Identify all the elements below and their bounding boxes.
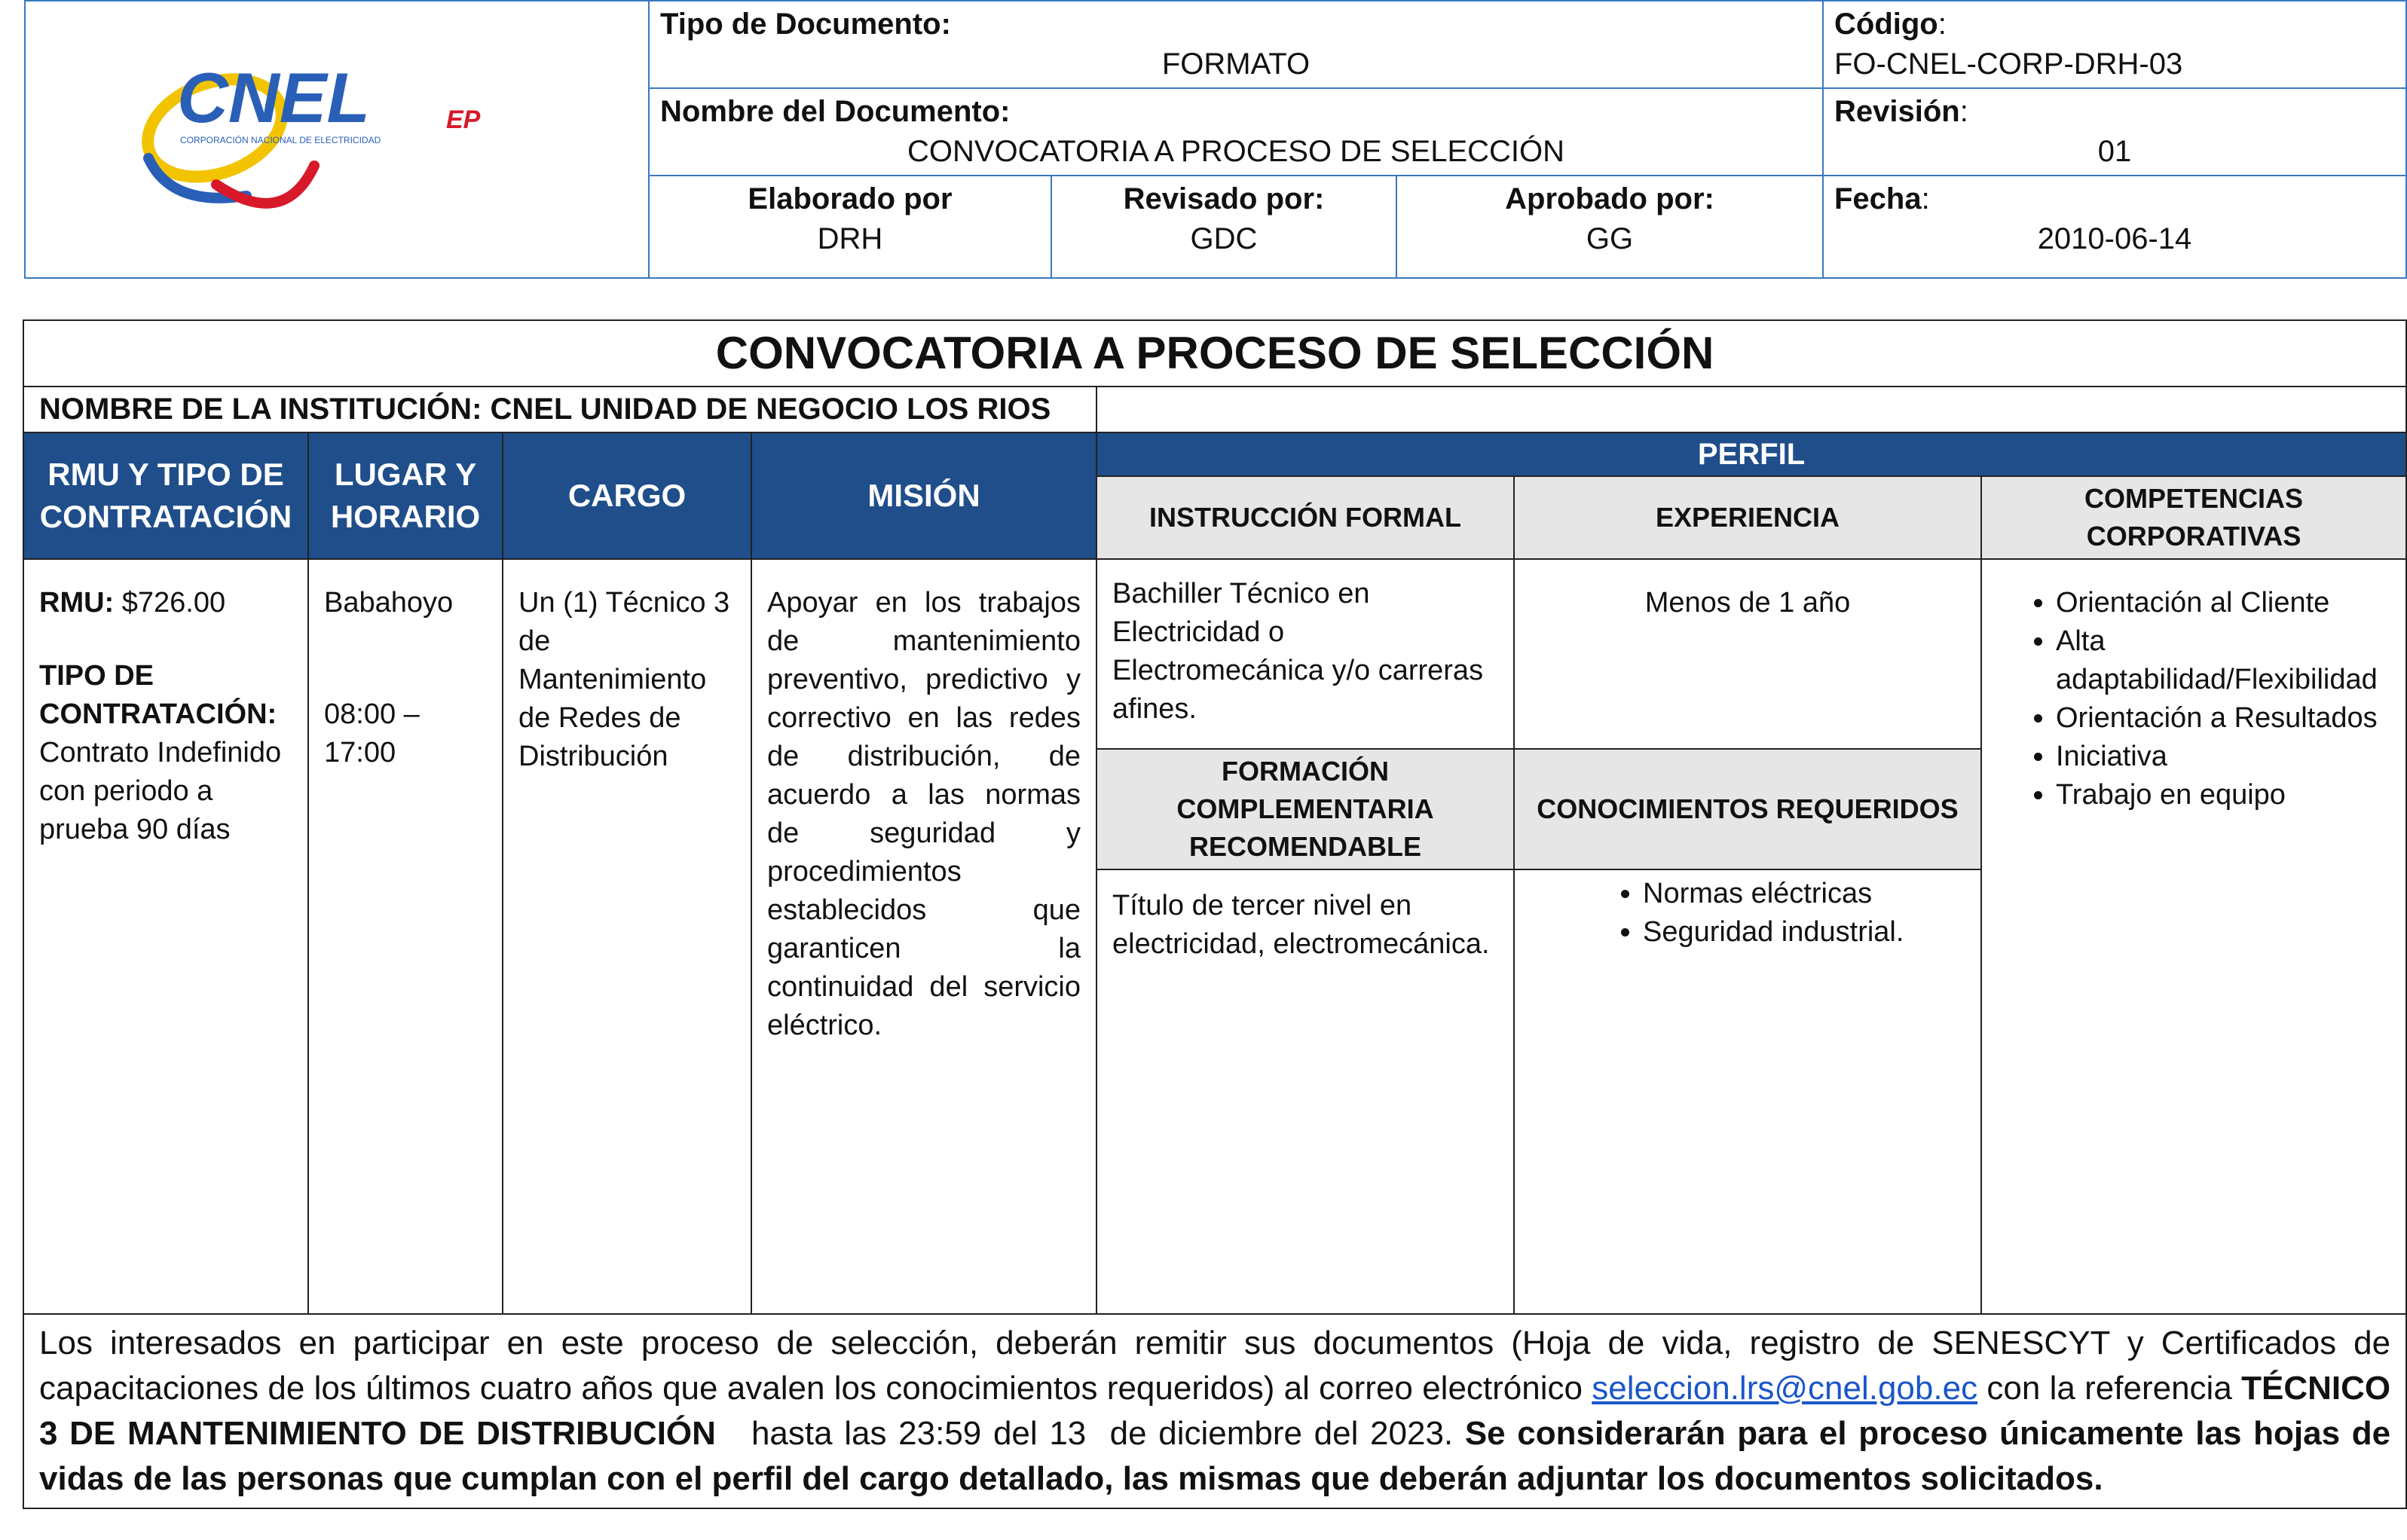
institution-blank bbox=[1096, 387, 2406, 432]
revisado-value: GDC bbox=[1190, 222, 1258, 255]
nombre-documento-value: CONVOCATORIA A PROCESO DE SELECCIÓN bbox=[907, 135, 1565, 168]
tipo-documento-cell bbox=[649, 1, 1823, 88]
fecha-cell bbox=[1823, 176, 2406, 278]
aprobado-value: GG bbox=[1586, 222, 1634, 255]
col-header-rmu: RMU Y TIPO DE CONTRATACIÓN bbox=[23, 432, 308, 559]
institution-name: NOMBRE DE LA INSTITUCIÓN: CNEL UNIDAD DE NEGOCIO LOS RIOS bbox=[23, 387, 1096, 432]
footer-instructions bbox=[23, 1314, 2406, 1508]
convocatoria-table bbox=[23, 319, 2407, 1509]
cargo-cell: Un (1) Técnico 3 de Mantenimiento de Redes de Distribución bbox=[503, 559, 751, 1314]
competencias-cell bbox=[1981, 559, 2406, 1314]
fecha-colon: : bbox=[1921, 182, 1930, 215]
competencia-item: • Orientación al Cliente bbox=[2056, 584, 2398, 622]
rmu-cell bbox=[23, 559, 308, 1314]
experiencia-cell: Menos de 1 año bbox=[1514, 559, 1981, 749]
lugar-cell bbox=[308, 559, 503, 1314]
competencia-item: • Alta adaptabilidad/Flexibilidad bbox=[2056, 622, 2398, 699]
elaborado-label: Elaborado por bbox=[748, 182, 953, 215]
logo-suffix: EP bbox=[446, 105, 481, 134]
revisado-label: Revisado por: bbox=[1123, 182, 1325, 215]
col-header-formacion: FORMACIÓN COMPLEMENTARIA RECOMENDABLE bbox=[1096, 749, 1514, 869]
email-link[interactable]: seleccion.lrs@cnel.gob.ec bbox=[1592, 1370, 1978, 1407]
competencias-list bbox=[1986, 584, 2398, 814]
tipo-documento-label: Tipo de Documento: bbox=[660, 8, 951, 41]
footer-text-2: con la referencia bbox=[1977, 1370, 2242, 1407]
conocimiento-item: • Normas eléctricas bbox=[1643, 875, 1965, 913]
horario-value: 08:00 – 17:00 bbox=[324, 698, 420, 768]
competencia-item: • Iniciativa bbox=[2056, 738, 2398, 776]
codigo-cell bbox=[1823, 1, 2406, 88]
aprobado-label: Aprobado por: bbox=[1505, 182, 1714, 215]
logo-cell bbox=[25, 1, 649, 278]
rmu-value: $726.00 bbox=[121, 587, 226, 619]
codigo-label: Código bbox=[1834, 8, 1938, 41]
codigo-value: FO-CNEL-CORP-DRH-03 bbox=[1834, 47, 2183, 81]
conocimiento-item: • Seguridad industrial. bbox=[1643, 913, 1965, 952]
col-header-perfil: PERFIL bbox=[1096, 432, 2406, 476]
nombre-documento-cell bbox=[649, 88, 1823, 176]
conocimientos-cell bbox=[1514, 869, 1981, 1314]
revision-value: 01 bbox=[2097, 135, 2132, 168]
logo-subtitle: CORPORACIÓN NACIONAL DE ELECTRICIDAD bbox=[180, 135, 381, 145]
footer-text-1: Los interesados en participar en este proceso de selección, deberán remitir sus documentos (Hoja de vida, registro de SENESCYT y Certificados de capacitaciones de los últimos cuatro años que avalen los conocimientos requeridos) al correo electrónico bbox=[39, 1325, 2391, 1407]
tipo-contratacion-value: Contrato Indefinido con periodo a prueba 90 días bbox=[39, 737, 282, 845]
col-header-conocimientos: CONOCIMIENTOS REQUERIDOS bbox=[1514, 749, 1981, 869]
rmu-label: RMU: bbox=[39, 587, 115, 619]
footer-text-3: hasta las 23:59 del 13 de diciembre del 2023. bbox=[715, 1415, 1465, 1452]
logo-brand: CNEL bbox=[177, 58, 370, 137]
fecha-value: 2010-06-14 bbox=[2037, 222, 2192, 255]
revision-colon: : bbox=[1959, 95, 1968, 128]
col-header-cargo: CARGO bbox=[503, 432, 751, 559]
cnel-logo bbox=[126, 45, 548, 226]
revision-label: Revisión bbox=[1834, 95, 1960, 128]
footer-reference: TÉCNICO 3 DE MANTENIMIENTO DE DISTRIBUCIÓN bbox=[39, 1370, 2391, 1452]
mision-cell: Apoyar en los trabajos de mantenimiento preventivo, predictivo y correctivo en las redes de distribución, de acuerdo a las normas de seguridad y procedimientos establecidos que garanticen la continuidad del servicio eléctrico. bbox=[751, 559, 1096, 1314]
codigo-colon: : bbox=[1938, 8, 1947, 41]
competencia-item: • Trabajo en equipo bbox=[2056, 776, 2398, 814]
lugar-value: Babahoyo bbox=[324, 587, 454, 619]
col-header-lugar: LUGAR Y HORARIO bbox=[308, 432, 503, 559]
revisado-cell bbox=[1051, 176, 1396, 278]
revision-cell bbox=[1823, 88, 2406, 176]
formacion-cell: Título de tercer nivel en electricidad, electromecánica. bbox=[1096, 869, 1514, 1314]
document-control-header bbox=[24, 0, 2407, 279]
fecha-label: Fecha bbox=[1834, 182, 1922, 215]
tipo-contratacion-label: TIPO DE CONTRATACIÓN: bbox=[39, 660, 277, 730]
instruccion-cell: Bachiller Técnico en Electricidad o Electromecánica y/o carreras afines. bbox=[1096, 559, 1514, 749]
col-header-mision: MISIÓN bbox=[751, 432, 1096, 559]
competencia-item: • Orientación a Resultados bbox=[2056, 699, 2398, 738]
nombre-documento-label: Nombre del Documento: bbox=[660, 95, 1011, 128]
col-header-competencias: COMPETENCIAS CORPORATIVAS bbox=[1981, 476, 2406, 559]
conocimientos-list bbox=[1530, 875, 1965, 952]
col-header-experiencia: EXPERIENCIA bbox=[1514, 476, 1981, 559]
col-header-instruccion: INSTRUCCIÓN FORMAL bbox=[1096, 476, 1514, 559]
elaborado-value: DRH bbox=[817, 222, 883, 255]
elaborado-cell bbox=[649, 176, 1051, 278]
footer-note: Se considerarán para el proceso únicamente las hojas de vidas de las personas que cumplan con el perfil del cargo detallado, las mismas que deberán adjuntar los documentos solicitados. bbox=[39, 1415, 2391, 1497]
aprobado-cell bbox=[1396, 176, 1823, 278]
document-title: CONVOCATORIA A PROCESO DE SELECCIÓN bbox=[23, 320, 2406, 387]
tipo-documento-value: FORMATO bbox=[1161, 47, 1311, 81]
